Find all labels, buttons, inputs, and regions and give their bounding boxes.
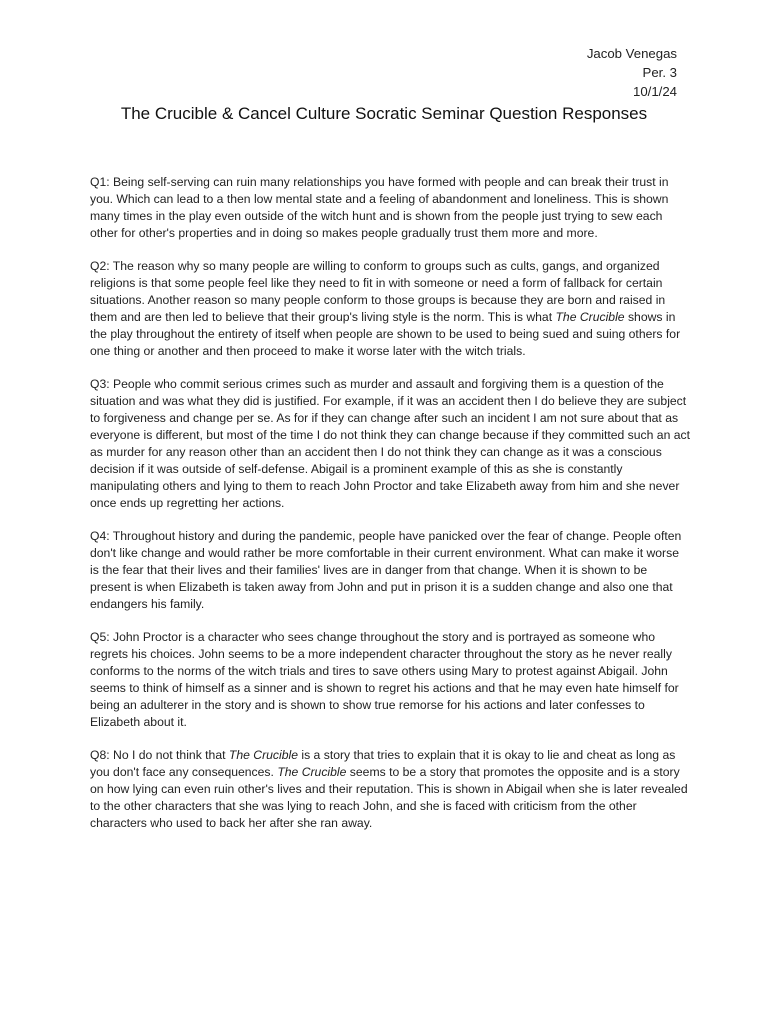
book-title-italic: The Crucible [277,765,347,779]
document-title: The Crucible & Cancel Culture Socratic Seminar Question Responses [120,104,648,123]
document-date: 10/1/24 [633,84,677,99]
response-paragraph-q5 [90,629,690,731]
response-text: Q2: The reason why so many people are willing to conform to groups such as cults, gangs, and organized religions is that some people feel like they need to fit in with someone or need a form of fallback for certain situations. Another reason so many people conform to those groups is because they are born and raised in them and are then led to believe that their group's living style is the norm. This is what [90,259,666,324]
response-text: Q3: People who commit serious crimes such as murder and assault and forgiving them is a question of the situation and was what they did is justified. For example, if it was an accident then I do believe they are subject to forgiveness and change per se. As for if they can change after such an incident I am not sure about that as everyone is different, but most of the time I do not think they can change because if they committed such an act as murder for any reason other than an accident then I do not think they can change as it was a conscious decision if it was outside of self-defense. Abigail is a prominent example of this as she is constantly manipulating others and lying to them to reach John Proctor and take Elizabeth away from him and she never once ends up regretting her actions. [90,377,691,510]
response-text: Q8: No I do not think that [90,748,229,762]
header-block [587,44,677,101]
responses-body [90,174,690,848]
response-text: Q1: Being self-serving can ruin many relationships you have formed with people and can break their trust in you. Which can lead to a then low mental state and a feeling of abandonment and loneliness. This is shown many times in the play even outside of the witch hunt and is shown from the people just trying to sew each other for other's properties and in doing so makes people gradually trust them more and more. [90,175,669,240]
response-paragraph-q4 [90,528,690,613]
book-title-italic: The Crucible [228,748,298,762]
response-paragraph-q2 [90,258,690,360]
response-text: is a story that tries to explain that it is okay to lie and cheat as long as you don't face any consequences. [90,748,676,779]
response-text: Q4: Throughout history and during the pandemic, people have panicked over the fear of change. People often don't like change and would rather be more comfortable in their current environment. What can make it worse is the fear that their lives and their families' lives are in danger from that change. When it is shown to be present is when Elizabeth is taken away from John and put in prison it is a sudden change and also one that endangers his family. [90,529,682,611]
response-paragraph-q1 [90,174,690,242]
class-period: Per. 3 [642,65,677,80]
author-name: Jacob Venegas [586,46,677,61]
response-text: seems to be a story that promotes the opposite and is a story on how lying can even ruin other's lives and their reputation. This is shown in Abigail when she is later revealed to the other characters that she was lying to reach John, and she is faced with criticism from the other characters who used to back her after she ran away. [90,765,688,830]
response-text: Q5: John Proctor is a character who sees change throughout the story and is portrayed as someone who regrets his choices. John seems to be a more independent character throughout the story as he never really conforms to the norms of the witch trials and tires to save others using Mary to protest against Abigail. John seems to think of himself as a sinner and is shown to regret his actions and that he may even hate himself for being an adulterer in the story and is shown to show true remorse for his actions and later confesses to Elizabeth about it. [90,630,679,729]
response-text: shows in the play throughout the entirety of itself when people are shown to be used to being sued and suing others for one thing or another and then proceed to make it worse later with the witch trials. [90,310,681,358]
book-title-italic: The Crucible [555,310,625,324]
response-paragraph-q8 [90,747,690,832]
response-paragraph-q3 [90,376,690,512]
